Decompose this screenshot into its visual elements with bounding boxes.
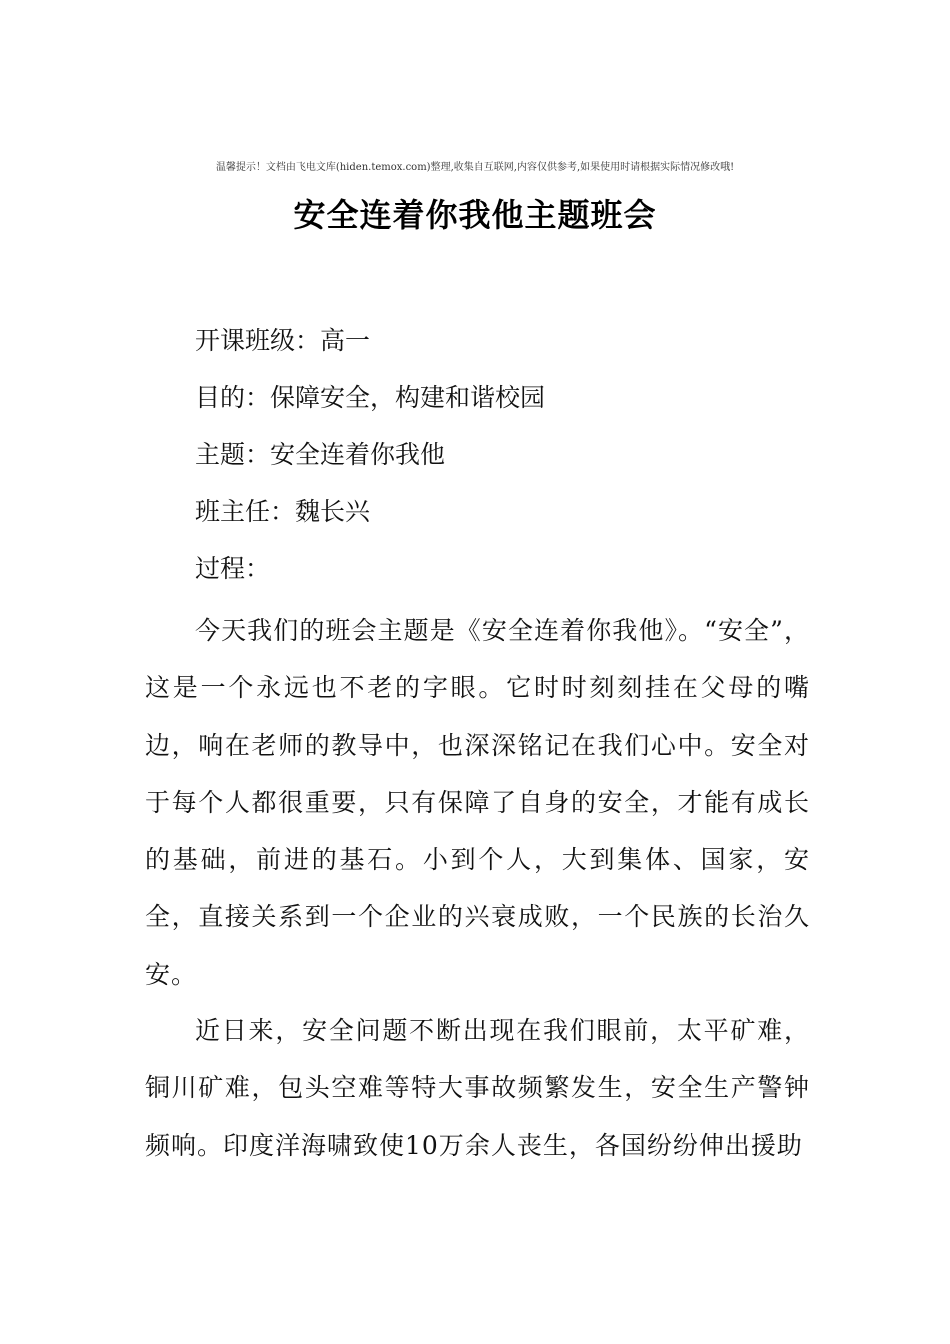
theme-line: 主题：安全连着你我他: [195, 440, 446, 469]
process-line: 过程：: [195, 554, 271, 583]
teacher-line: 班主任：魏长兴: [195, 497, 371, 526]
page-title: 安全连着你我他主题班会: [293, 196, 657, 234]
purpose-line: 目的：保障安全，构建和谐校园: [195, 383, 546, 412]
class-line: 开课班级：高一: [195, 326, 371, 355]
body-paragraph-1: 今天我们的班会主题是《安全连着你我他》。“安全”，这是一个永远也不老的字眼。它时时刻刻挂在父母的嘴边，响在老师的教导中，也深深铭记在我们心中。安全对于每个人都很重要，只有保障了自身的安全，才能有成长的基础，前进的基石。小到个人，大到集体、国家，安全，直接关系到一个企业的兴衰成败，一个民族的长治久安。: [145, 616, 810, 989]
body-paragraph-2: 近日来，安全问题不断出现在我们眼前，太平矿难，铜川矿难，包头空难等特大事故频繁发生，安全生产警钟频响。印度洋海啸致使10万余人丧生，各国纷纷伸出援助: [145, 1016, 810, 1160]
header-notice: 温馨提示！文档由飞电文库(hiden.temox.com)整理,收集自互联网,内容仅供参考,如果使用时请根据实际情况修改哦!: [215, 162, 735, 173]
